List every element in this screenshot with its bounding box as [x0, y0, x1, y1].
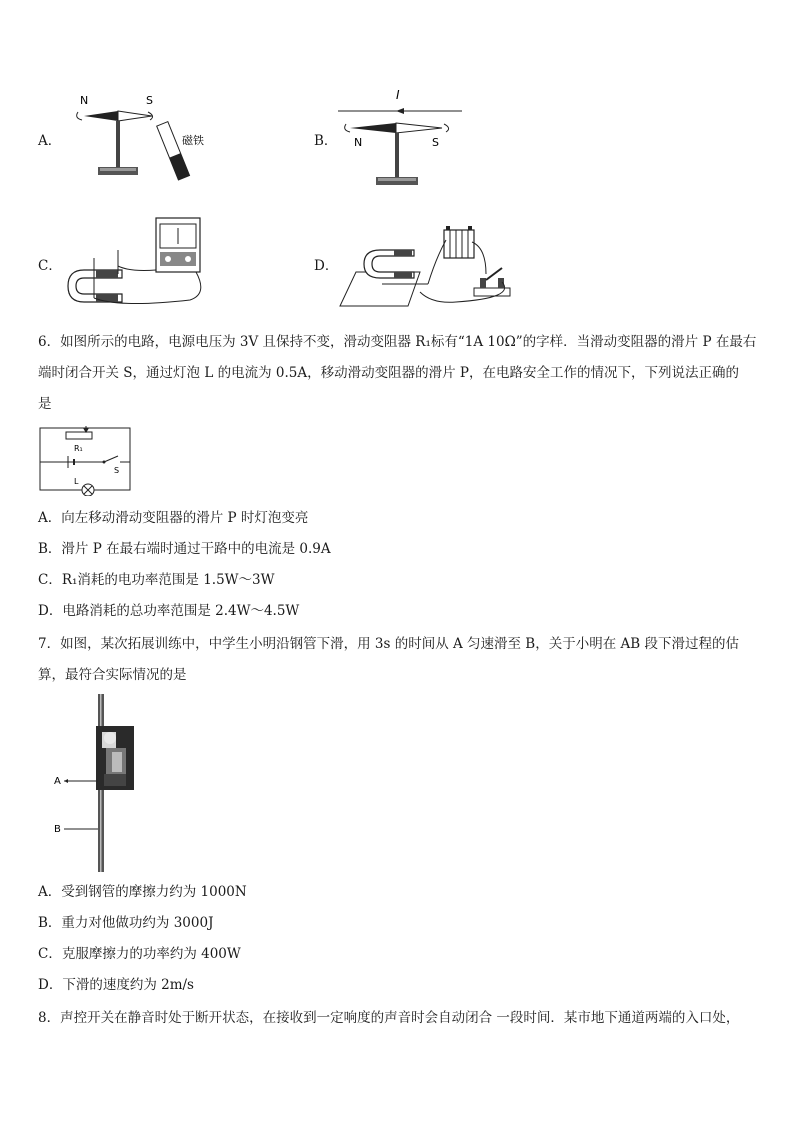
- option-label-d: D．: [314, 258, 339, 274]
- battery-magnet-switch-figure: [336, 218, 522, 310]
- option-label-b: B．: [314, 133, 338, 149]
- fig-point-a-label: A: [54, 776, 61, 787]
- q6-option-b: B．滑片 P 在最右端时通过干路中的电流是 0.9A: [38, 541, 331, 557]
- fig-a-s-label: S: [146, 94, 153, 107]
- fig-s-label: S: [114, 466, 120, 475]
- q7-option-b: B．重力对他做功约为 3000J: [38, 915, 214, 931]
- option-label-c: C．: [38, 258, 62, 274]
- fig-b-n-label: N: [354, 136, 363, 149]
- q6-option-d: D．电路消耗的总功率范围是 2.4W～4.5W: [38, 603, 300, 619]
- fig-point-b-label: B: [54, 824, 61, 835]
- q7-option-a: A．受到钢管的摩擦力约为 1000N: [38, 884, 247, 900]
- q6-stem-line1: 6．如图所示的电路，电源电压为 3V 且保持不变，滑动变阻器 R₁标有“1A 10Ω”的字样．当滑动变阻器的滑片 P 在最右: [38, 334, 757, 350]
- q6-stem-line3: 是: [38, 396, 52, 412]
- fig-b-current-label: I: [396, 88, 400, 102]
- compass-magnet-figure: [62, 88, 222, 188]
- steel-pipe-figure: [50, 692, 150, 874]
- fig-r1-label: R₁: [74, 444, 83, 453]
- fig-a-magnet-label: 磁铁: [182, 134, 204, 147]
- q6-option-a: A．向左移动滑动变阻器的滑片 P 时灯泡变亮: [38, 510, 309, 526]
- q6-stem-line2: 端时闭合开关 S，通过灯泡 L 的电流为 0.5A，移动滑动变阻器的滑片 P，在电路安全工作的情况下，下列说法正确的: [38, 365, 739, 381]
- q7-stem-line2: 算，最符合实际情况的是: [38, 667, 187, 683]
- option-label-a: A．: [38, 133, 62, 149]
- q7-option-d: D．下滑的速度约为 2m/s: [38, 977, 194, 993]
- compass-current-figure: [334, 84, 474, 190]
- q7-stem-line1: 7．如图，某次拓展训练中，中学生小明沿钢管下滑，用 3s 的时间从 A 匀速滑至 B，关于小明在 AB 段下滑过程的估: [38, 636, 739, 652]
- q6-option-c: C．R₁消耗的电功率范围是 1.5W～3W: [38, 572, 275, 588]
- fig-l-label: L: [74, 477, 79, 486]
- q8-stem-line1: 8．声控开关在静音时处于断开状态，在接收到一定响度的声音时会自动闭合 一段时间．某市地下通道两端的入口处，: [38, 1010, 740, 1026]
- galvanometer-magnet-figure: [60, 214, 210, 308]
- fig-a-n-label: N: [80, 94, 89, 107]
- q7-option-c: C．克服摩擦力的功率约为 400W: [38, 946, 241, 962]
- fig-b-s-label: S: [432, 136, 439, 149]
- circuit-diagram: [34, 422, 138, 496]
